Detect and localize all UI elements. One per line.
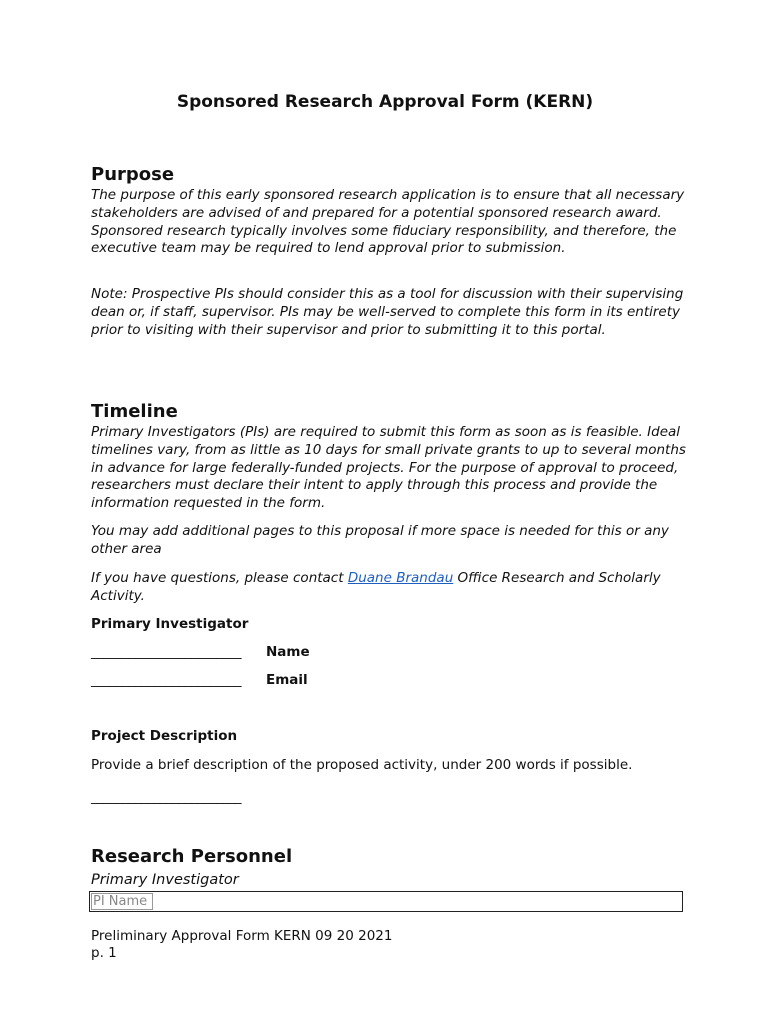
- pi-email-label: Email: [266, 672, 308, 688]
- project-description-blank[interactable]: ________________________: [91, 789, 241, 805]
- footer-page-number: p. 1: [91, 945, 117, 961]
- timeline-heading: Timeline: [91, 401, 178, 422]
- project-description-instruction: Provide a brief description of the proposed activity, under 200 words if possible.: [91, 757, 633, 773]
- timeline-paragraph-1: Primary Investigators (PIs) are required to submit this form as soon as is feasible. Ideal timelines vary, from as little as 10 days for small private grants to up to several months in advance for large federally-funded projects. For the purpose of approval to proceed, researchers must declare their intent to apply through this process and provide the information requested in the form.: [91, 424, 686, 512]
- form-title: Sponsored Research Approval Form (KERN): [176, 92, 594, 112]
- contact-prefix: If you have questions, please contact: [91, 570, 348, 586]
- purpose-paragraph-1: The purpose of this early sponsored research application is to ensure that all necessary stakeholders are advised of and prepared for a potential sponsored research award. Sponsored research typically involves some fiduciary responsibility, and therefore, the executive team may be required to lend approval prior to submission.: [91, 187, 685, 257]
- project-description-label: Project Description: [91, 728, 238, 744]
- purpose-paragraph-2: Note: Prospective PIs should consider this as a tool for discussion with their supervising dean or, if staff, supervisor. PIs may be well-served to complete this form in its entirety prior to visiting with their supervisor and prior to submitting it to this portal.: [91, 286, 684, 338]
- research-personnel-subheading: Primary Investigator: [91, 872, 239, 888]
- pi-name-field-box: [89, 891, 683, 912]
- research-personnel-heading: Research Personnel: [91, 846, 293, 867]
- pi-name-blank[interactable]: ________________________: [91, 644, 241, 660]
- pi-email-blank[interactable]: ________________________: [91, 672, 241, 688]
- footer-form-id: Preliminary Approval Form KERN 09 20 2021: [91, 928, 393, 944]
- timeline-paragraph-2: You may add additional pages to this proposal if more space is needed for this or any other area: [91, 523, 669, 557]
- purpose-heading: Purpose: [91, 164, 175, 185]
- contact-suffix: Office Research and Scholarly Activity.: [91, 570, 661, 604]
- pi-name-label: Name: [266, 644, 310, 660]
- pi-name-input[interactable]: [91, 893, 153, 910]
- contact-link[interactable]: Duane Brandau: [347, 570, 454, 586]
- contact-paragraph: [91, 570, 691, 606]
- primary-investigator-label: Primary Investigator: [91, 616, 249, 632]
